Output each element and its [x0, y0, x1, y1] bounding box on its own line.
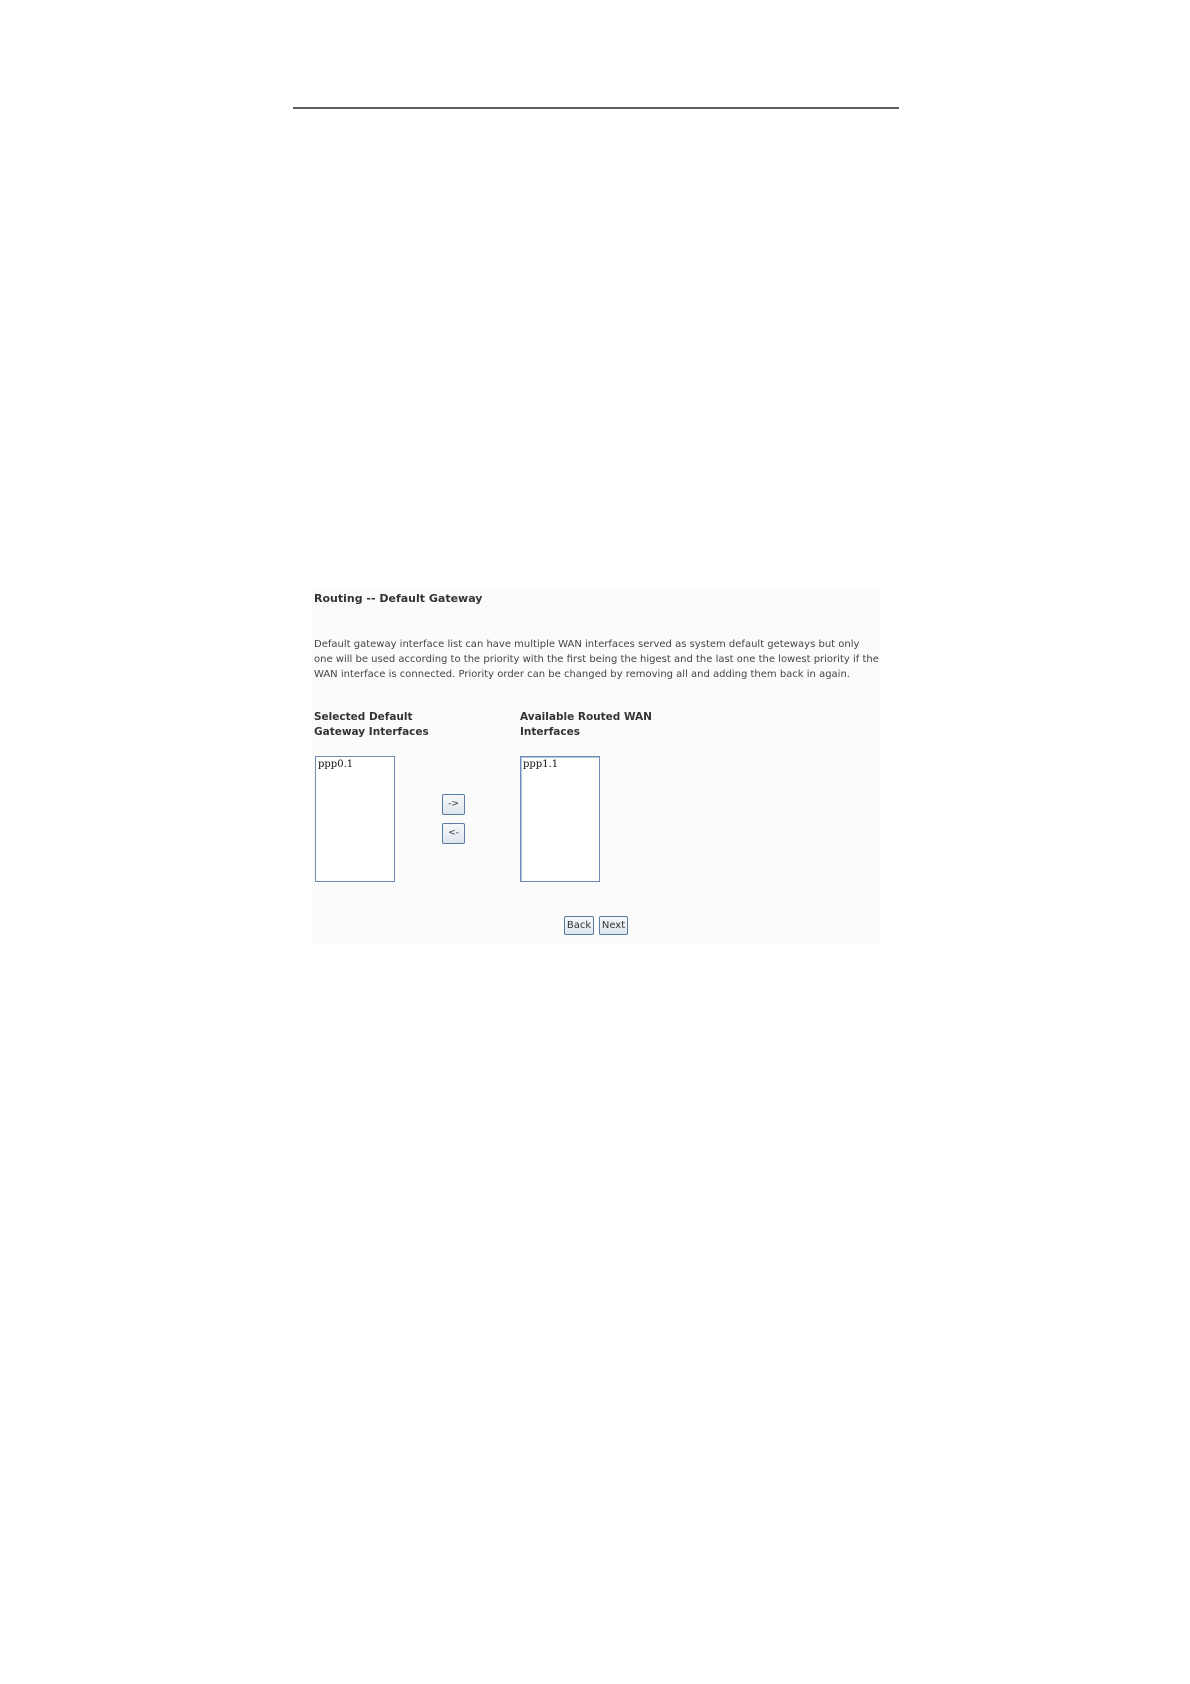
- next-button[interactable]: Next: [599, 916, 628, 935]
- selected-heading-line1: Selected Default: [314, 711, 413, 723]
- selected-interfaces-heading: [314, 710, 464, 740]
- available-heading-line1: Available Routed WAN: [520, 711, 652, 723]
- remove-interface-button[interactable]: <-: [442, 823, 465, 844]
- available-interfaces-listbox[interactable]: [520, 756, 600, 882]
- available-interfaces-heading: [520, 710, 670, 740]
- list-item[interactable]: ppp0.1: [318, 759, 354, 770]
- description-text: Default gateway interface list can have multiple WAN interfaces served as system default geteways but only one will be used according to the priority with the first being the higest and the last one the lowest priority if the WAN interface is connected. Priority order can be changed by removing all and adding them back in again.: [314, 639, 879, 680]
- selected-heading-line2: Gateway Interfaces: [314, 726, 429, 738]
- selected-interfaces-listbox[interactable]: [315, 756, 395, 882]
- top-divider: [293, 107, 899, 109]
- page-title: Routing -- Default Gateway: [314, 592, 483, 605]
- add-interface-button[interactable]: ->: [442, 794, 465, 815]
- back-button[interactable]: Back: [564, 916, 594, 935]
- list-item[interactable]: ppp1.1: [523, 759, 559, 770]
- default-gateway-panel: [312, 589, 880, 945]
- available-heading-line2: Interfaces: [520, 726, 580, 738]
